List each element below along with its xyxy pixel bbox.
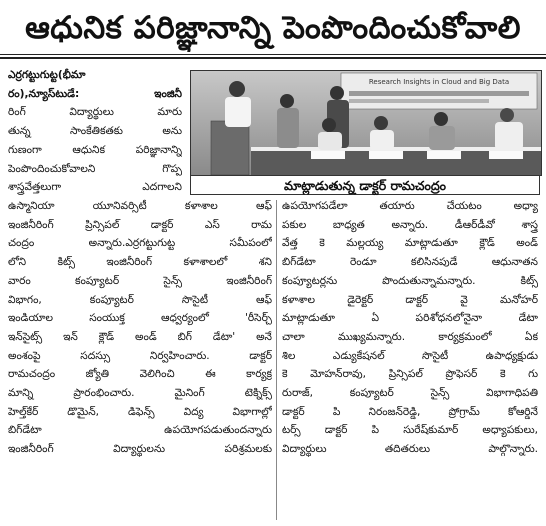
text-line: కంప్యూటర్లను పొందుతున్నామన్నారు. కిట్స్ <box>282 274 538 287</box>
text-line: ఇన్‌సైట్స్ ఇన్ క్లౌడ్ అండ్ బిగ్ డేటా' అనే <box>8 330 272 343</box>
text-line: టర్స్ డాక్టర్ పి సురేష్‌కుమార్ అధ్యాపకులు, <box>282 424 538 437</box>
top-rule <box>0 54 546 55</box>
text-line: ఇంజినీరింగ్ విద్యార్థులను పరిశ్రమలకు <box>8 443 272 456</box>
text-line: విద్యార్థులు తదితరులు పాల్గొన్నారు. <box>282 443 538 456</box>
text-line: డాక్టర్ పి నిరంజన్‌రెడ్డి, ప్రోగ్రామ్ కోఆర్డినే <box>282 405 538 418</box>
top-rule-thick <box>0 57 546 59</box>
text-line: పెంపొందించుకోవాలని గొప్ప <box>8 162 182 175</box>
dateline-2: రం),న్యూస్‌టుడే: ఇంజినీ <box>8 87 182 100</box>
photo-caption: మాట్లాడుతున్న డాక్టర్ రామచంద్రం <box>190 176 540 195</box>
photo-illustration <box>191 71 541 175</box>
text-line: లోని కిట్స్ ఇంజినీరింగ్ కళాశాలలో శని <box>8 256 272 269</box>
right-column <box>282 197 538 459</box>
text-line: బిగ్‌డేటా రెండూ కలిసినపుడే ఆధునాతన <box>282 256 538 269</box>
banner-text: Research Insights in Cloud and Big Data <box>368 78 510 86</box>
text-line: ఉస్మానియా యూనివర్సిటీ కళాశాల ఆఫ్ <box>8 200 272 212</box>
text-line: కె మోహన్‌రావు, ప్రిన్సిపల్ ప్రొఫెసర్ కె గు <box>282 368 538 381</box>
text-line: రురాజ్, కంప్యూటర్ సైన్స్ విభాగాధిపతి <box>282 387 538 400</box>
text-line: ఇండియాల సంయుక్త ఆధ్వర్యంలో 'రీసెర్చ్ <box>8 312 272 325</box>
headline: ఆధునిక పరిజ్ఞానాన్ని పెంపొందించుకోవాలి <box>25 10 521 46</box>
column-divider <box>276 200 277 520</box>
intro-column <box>8 66 182 197</box>
text-line: తున్న సాంకేతికతకు అను <box>8 125 182 138</box>
text-line: మాట్లాడుతూ ఏ పరిశోధనలోనైనా డేటా <box>282 312 538 325</box>
text-line: పకుల బాధ్యత అన్నారు. డీఆర్‌డీవో శాస్త్ర <box>282 218 538 231</box>
dateline: ఎర్రగట్టుగుట్ట(భీమా <box>8 69 86 81</box>
text-line: అంశంపై సదస్సు నిర్వహించారు. డాక్టర్ <box>8 349 272 362</box>
text-line: రింగ్ విద్యార్థులు మారు <box>8 106 182 119</box>
text-line: ఉపయోగపడేలా తయారు చేయటం అధ్యా <box>282 200 538 212</box>
text-line: గుణంగా ఆధునిక పరిజ్ఞానాన్ని <box>8 143 182 156</box>
text-line: రామచంద్రం జ్యోతి వెలిగించి ఈ కార్యక్ర <box>8 368 272 381</box>
event-photo <box>190 70 542 176</box>
text-line: మాన్ని ప్రారంభించారు. మైనింగ్ టెక్నిక్స్ <box>8 387 272 400</box>
text-line: ఇంజినీరింగ్ ప్రిన్సిపల్ డాక్టర్ ఎస్ రామ <box>8 218 272 231</box>
text-line: బిగ్‌డేటా ఉపయోగపడుతుందన్నారు <box>8 424 272 437</box>
text-line: చంద్రం అన్నారు.ఎర్రగట్టుగుట్ట సమీపంలో <box>8 237 272 250</box>
text-line: వేత్త కె మల్లయ్య మాట్లాడుతూ క్లౌడ్ అండ్ <box>282 237 538 250</box>
lower-left-column <box>8 197 272 459</box>
text-line: చాలా ముఖ్యమన్నారు. కార్యక్రమంలో ఏక <box>282 330 538 343</box>
text-line: హెల్త్‌కేర్ డొమైన్, డిఫెన్స్ విద్య విభాగాల్లో <box>8 405 272 418</box>
text-line: విభాగం, కంప్యూటర్ సొసైటీ ఆఫ్ <box>8 293 272 306</box>
text-line: శిల ఎడ్యుకేషనల్ సొసైటీ ఉపాధ్యక్షుడు <box>282 349 538 362</box>
text-line: శాస్త్రవేత్తలుగా ఎదగాలని <box>8 181 182 194</box>
text-line: వారం కంప్యూటర్ సైన్స్ ఇంజినీరింగ్ <box>8 274 272 287</box>
text-line: కళాశాల డైరెక్టర్ డాక్టర్ వై మనోహర్ <box>282 293 538 306</box>
